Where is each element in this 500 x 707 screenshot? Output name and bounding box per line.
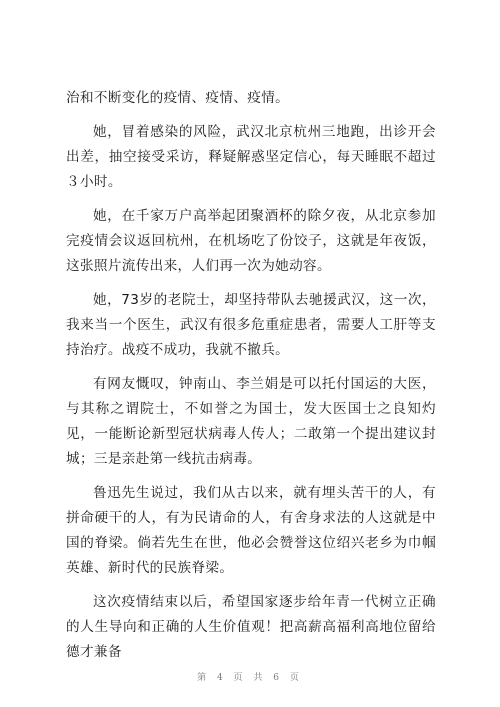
paragraph-lu-xun-quote: 鲁迅先生说过，我们从古以来，就有埋头苦干的人，有拼命硬干的人，有为民请命的人，有舍身求法的人这就是中国的脊梁。倘若先生在世，他必会赞誉这位绍兴老乡为巾帼英雄、新时代的民族脊梁。 (66, 485, 436, 576)
paragraph-new-year-eve: 她，在千家万户高举起团聚酒杯的除夕夜，从北京参加完疫情会议返回杭州，在机场吃了份饺子，这就是年夜饭，这张照片流传出来，人们再一次为她动容。 (66, 208, 436, 274)
page-number-footer: 第 4 页 共 6 页 (197, 673, 303, 683)
paragraph-continuation: 治和不断变化的疫情、疫情、疫情。 (66, 90, 290, 106)
paragraph-netizen-praise: 有网友慨叹，钟南山、李兰娟是可以托付国运的大医，与其称之谓院士，不如誉之为国士，发大医国士之良知灼见，一能断论新型冠状病毒人传人；二敢第一个提出建议封城；三是亲赴第一线抗击病毒。 (66, 376, 436, 467)
paragraph-after-epidemic: 这次疫情结束以后，希望国家逐步给年青一代树立正确的人生导向和正确的人生价值观！把高薪高福利高地位留给德才兼备 (66, 594, 436, 660)
document-body (66, 86, 436, 674)
paragraph-risk-travel: 她，冒着感染的风险，武汉北京杭州三地跑，出诊开会出差，抽空接受采访，释疑解惑坚定信心，每天睡眠不超过３小时。 (66, 124, 436, 190)
paragraph-academician: 她，73岁的老院士，却坚持带队去驰援武汉，这一次，我来当一个医生，武汉有很多危重症患者，需要人工肝等支持治疗。战疫不成功，我就不撤兵。 (66, 292, 436, 358)
